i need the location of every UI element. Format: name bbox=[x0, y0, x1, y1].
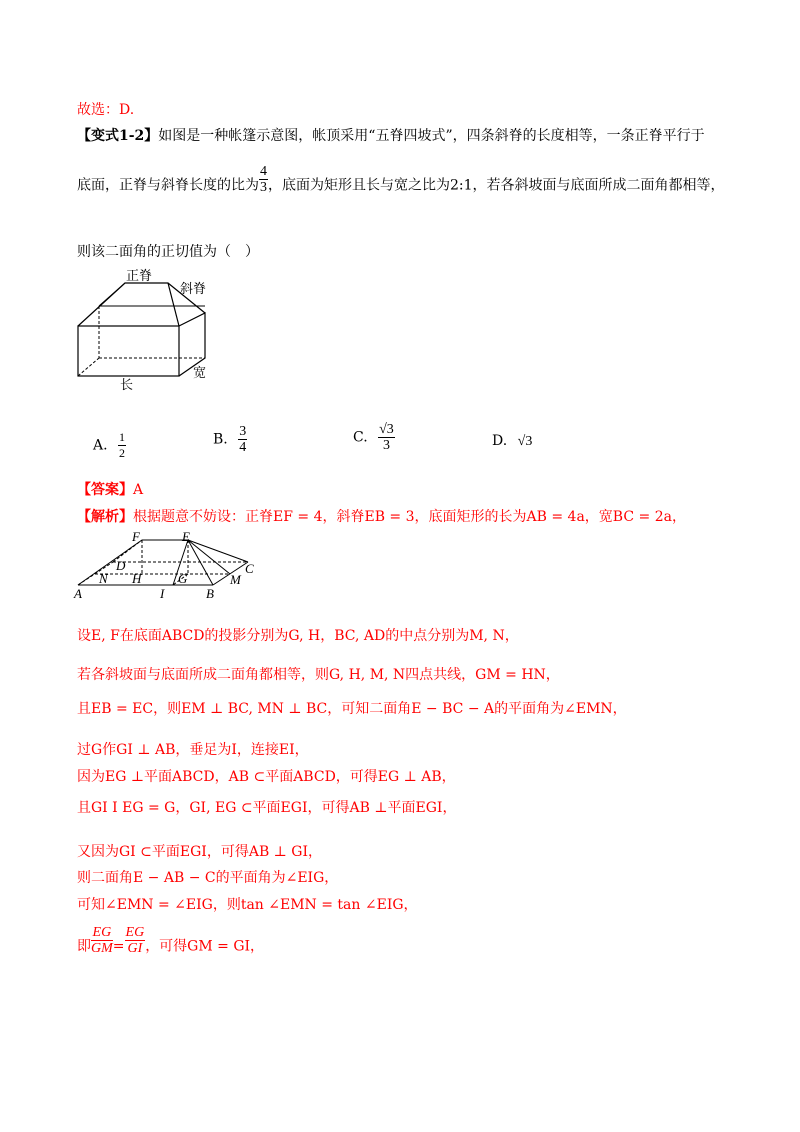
label-G: G bbox=[178, 571, 188, 586]
label-E: E bbox=[182, 529, 190, 544]
option-d-value: √3 bbox=[517, 434, 533, 449]
analysis-text-1: 根据题意不妨设：正脊EF = 4，斜脊EB = 3，底面矩形的长为AB = 4a，宽BC = 2a， bbox=[133, 509, 686, 525]
option-b-fraction: $\frac{3}{4}$ bbox=[239, 424, 247, 455]
answer-line bbox=[77, 481, 143, 499]
analysis-line-7: 且GI I EG = G，GI, EG ⊂平面EGI，可得AB ⊥平面EGI， bbox=[77, 800, 457, 816]
label-A: A bbox=[74, 586, 82, 600]
analysis-line-3: 若各斜坡面与底面所成二面角都相等，则G, H, M, N四点共线，GM = HN， bbox=[77, 667, 560, 683]
label-slant-ridge: 斜脊 bbox=[180, 281, 207, 296]
variant-tag: 【变式1-2】 bbox=[77, 128, 159, 144]
option-d[interactable] bbox=[492, 432, 532, 451]
problem-line-3: 则该二面角的正切值为（ ） bbox=[77, 244, 259, 260]
segment-EM bbox=[188, 540, 230, 574]
problem-text-1: 如图是一种帐篷示意图，帐顶采用“五脊四坡式”，四条斜脊的长度相等，一条正脊平行于 bbox=[158, 128, 705, 144]
label-N: N bbox=[99, 571, 108, 586]
fraction-eg-gi: $\frac{EG}{GI}$ bbox=[125, 925, 145, 956]
option-c-label: C. bbox=[353, 429, 368, 446]
ratio-fraction: $\frac{4}{3}$ bbox=[260, 164, 267, 195]
front-face bbox=[78, 326, 179, 376]
answer-tag: 【答案】 bbox=[77, 482, 133, 498]
prev-answer: 故选：D. bbox=[77, 102, 135, 118]
option-a-label: A. bbox=[93, 437, 108, 454]
analysis-line-8: 又因为GI ⊂平面EGI，可得AB ⊥ GI， bbox=[77, 844, 323, 860]
equals-sign: = bbox=[112, 938, 125, 955]
label-I: I bbox=[160, 586, 165, 600]
analysis-line-2: 设E, F在底面ABCD的投影分别为G, H，BC, AD的中点分别为M, N， bbox=[77, 628, 519, 644]
label-D: D bbox=[116, 558, 126, 573]
problem-line-1 bbox=[77, 127, 705, 145]
option-a-fraction: $\frac{1}{2}$ bbox=[119, 430, 126, 460]
analysis-line-6: 因为EG ⊥平面ABCD，AB ⊂平面ABCD，可得EG ⊥ AB， bbox=[77, 769, 456, 785]
edge-EC bbox=[188, 540, 248, 562]
label-width: 宽 bbox=[193, 365, 207, 380]
analysis-line-9: 则二面角E − AB − C的平面角为∠EIG， bbox=[77, 870, 339, 886]
problem-text-2a: 底面，正脊与斜脊长度的比为 bbox=[77, 177, 259, 194]
analysis-line-11 bbox=[77, 925, 265, 956]
analysis-line-5: 过G作GI ⊥ AB，垂足为I，连接EI， bbox=[77, 742, 309, 758]
option-b-label: B. bbox=[213, 431, 228, 448]
hidden-left-edge bbox=[78, 358, 99, 376]
tent-figure bbox=[70, 266, 220, 391]
geometry-figure bbox=[70, 528, 270, 600]
analysis-line-4: 且EB = EC，则EM ⊥ BC, MN ⊥ BC，可知二面角E − BC − A的平面角为∠EMN， bbox=[77, 701, 627, 717]
problem-line-2 bbox=[77, 164, 725, 195]
option-d-label: D. bbox=[492, 433, 508, 449]
label-length: 长 bbox=[120, 377, 134, 391]
back-slant-ridge bbox=[99, 283, 125, 306]
answer-value: A bbox=[133, 482, 144, 498]
option-b[interactable] bbox=[213, 424, 247, 455]
label-H: H bbox=[132, 571, 142, 586]
option-c-fraction: $\frac{√3}{3}$ bbox=[379, 422, 394, 453]
label-F: F bbox=[132, 529, 140, 544]
option-a[interactable] bbox=[93, 430, 126, 461]
label-M: M bbox=[230, 572, 241, 587]
analysis-text-11a: 即 bbox=[77, 938, 91, 955]
label-C: C bbox=[245, 561, 254, 576]
fraction-eg-gm: $\frac{EG}{GM}$ bbox=[91, 925, 113, 956]
problem-text-2b: ，底面为矩形且长与宽之比为2:1，若各斜坡面与底面所成二面角都相等， bbox=[268, 177, 725, 194]
analysis-line-1 bbox=[77, 508, 686, 526]
option-c[interactable] bbox=[353, 422, 395, 453]
analysis-line-10: 可知∠EMN = ∠EIG，则tan ∠EMN = tan ∠EIG， bbox=[77, 897, 418, 913]
front-slant-ridge bbox=[168, 283, 179, 326]
label-ridge: 正脊 bbox=[126, 268, 153, 283]
label-B: B bbox=[206, 586, 214, 600]
analysis-tag: 【解析】 bbox=[77, 509, 133, 525]
analysis-text-11b: ，可得GM = GI， bbox=[145, 938, 265, 955]
